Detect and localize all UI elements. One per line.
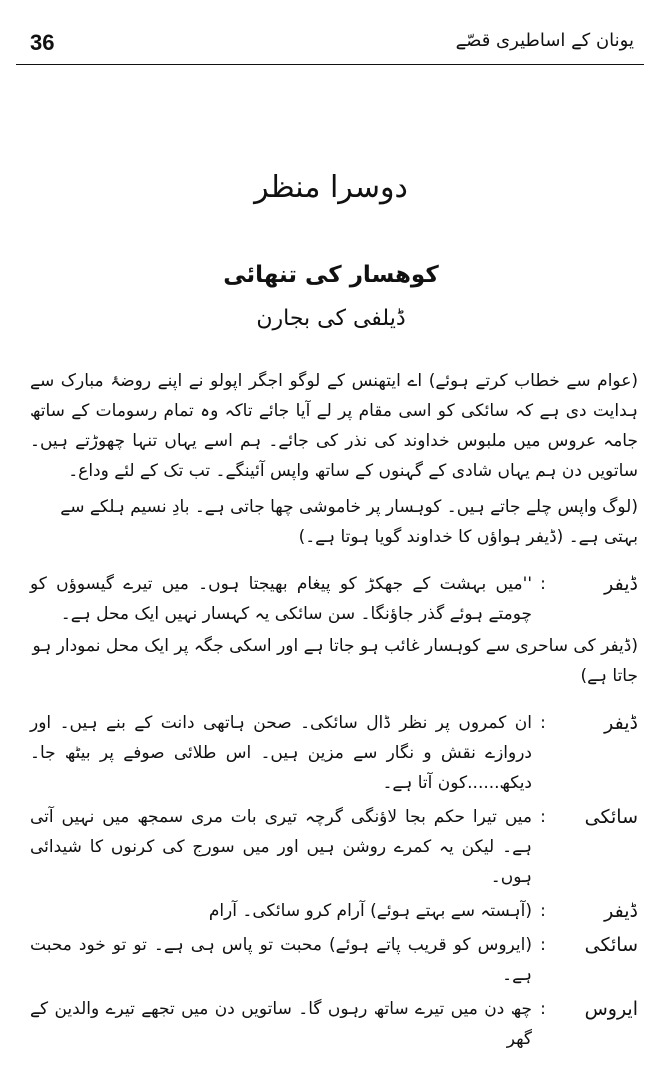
book-title: یونان کے اساطیری قصّے: [455, 30, 634, 51]
speaker-name: ڈیفر: [604, 900, 638, 922]
dialogue-entry: [30, 802, 638, 892]
dialogue-text: ''میں بہشت کے جھکڑ کو پیغام بھیجتا ہوں۔ میں تیرے گیسوؤں کو چومتے ہوئے گذر جاؤنگا۔ سن سائکی یہ کہسار نہیں ایک محل ہے۔: [30, 574, 532, 624]
dialogue-entry: [30, 994, 638, 1054]
dialogue-text: میں تیرا حکم بجا لاؤنگی گرچہ تیری بات مری سمجھ میں نہیں آتی ہے۔ لیکن یہ کمرے روشن ہیں اور میں سورج کی کرنوں کا شیدائی ہوں۔: [30, 807, 532, 887]
subtitle: ڈیلفی کی بجارن: [256, 306, 406, 331]
dialogue-text: (آہستہ سے بہتے ہوئے) آرام کرو سائکی۔ آرام: [208, 901, 532, 921]
dialogue-entry: [30, 930, 638, 990]
page-body: [30, 366, 638, 1054]
speaker-colon: :: [540, 901, 546, 921]
speaker-name: سائکی: [584, 934, 638, 956]
speaker-colon: :: [540, 574, 546, 594]
header-rule: [16, 64, 644, 65]
dialogue-entry: [30, 708, 638, 798]
dialogue-text: چھ دن میں تیرے ساتھ رہوں گا۔ ساتویں دن میں تجھے تیرے والدین کے گھر: [30, 999, 532, 1049]
intro-paragraph: (عوام سے خطاب کرتے ہوئے) اے ایتھنس کے لوگو اجگر اپولو نے اپنے روضۂ مبارک سے ہدایت دی ہے کہ سائکی کو اسی مقام پر لے آیا جائے تاکہ وہ تمام رسومات کے ساتھ جامہ عروس میں ملبوس خداوند کی نذر کی جائے۔ ہم اسے یہاں تنہا چھوڑتے ہیں۔ ساتویں دن ہم یہاں شادی کے گہنوں کے ساتھ واپس آئینگے۔ تب تک کے لئے وداع۔: [30, 371, 638, 481]
scene-title: دوسرا منظر: [254, 170, 408, 205]
page-header: [16, 28, 644, 68]
speaker-name: سائکی: [584, 806, 638, 828]
speaker-name: ڈیفر: [604, 573, 638, 595]
stage-direction: (ڈیفر کی ساحری سے کوہسار غائب ہو جاتا ہے اور اسکی جگہ پر ایک محل نمودار ہو جاتا ہے): [32, 636, 638, 686]
dialogue-entry: [30, 569, 638, 629]
section-title: کوھسار کی تنھائی: [223, 262, 439, 288]
page-number: 36: [30, 30, 55, 55]
speaker-colon: :: [540, 999, 546, 1019]
speaker-name: ڈیفر: [604, 712, 638, 734]
stage-direction: (لوگ واپس چلے جاتے ہیں۔ کوہسار پر خاموشی چھا جاتی ہے۔ بادِ نسیم ہلکے سے بہتی ہے۔ (ڈیفر ہواؤں کا خداوند گویا ہوتا ہے۔): [60, 497, 638, 547]
speaker-name: ایروس: [584, 998, 638, 1020]
dialogue-text: (ایروس کو قریب پاتے ہوئے) محبت تو پاس ہی ہے۔ تو تو خود محبت ہے۔: [30, 935, 532, 985]
dialogue-text: ان کمروں پر نظر ڈال سائکی۔ صحن ہاتھی دانت کے بنے ہیں۔ اور دروازے نقش و نگار سے مزین ہیں۔ اس طلائی صوفے پر بیٹھ جا۔ دیکھ......کون آتا ہے۔: [30, 713, 532, 793]
speaker-colon: :: [540, 713, 546, 733]
dialogue-entry: [30, 896, 638, 926]
speaker-colon: :: [540, 935, 546, 955]
speaker-colon: :: [540, 807, 546, 827]
